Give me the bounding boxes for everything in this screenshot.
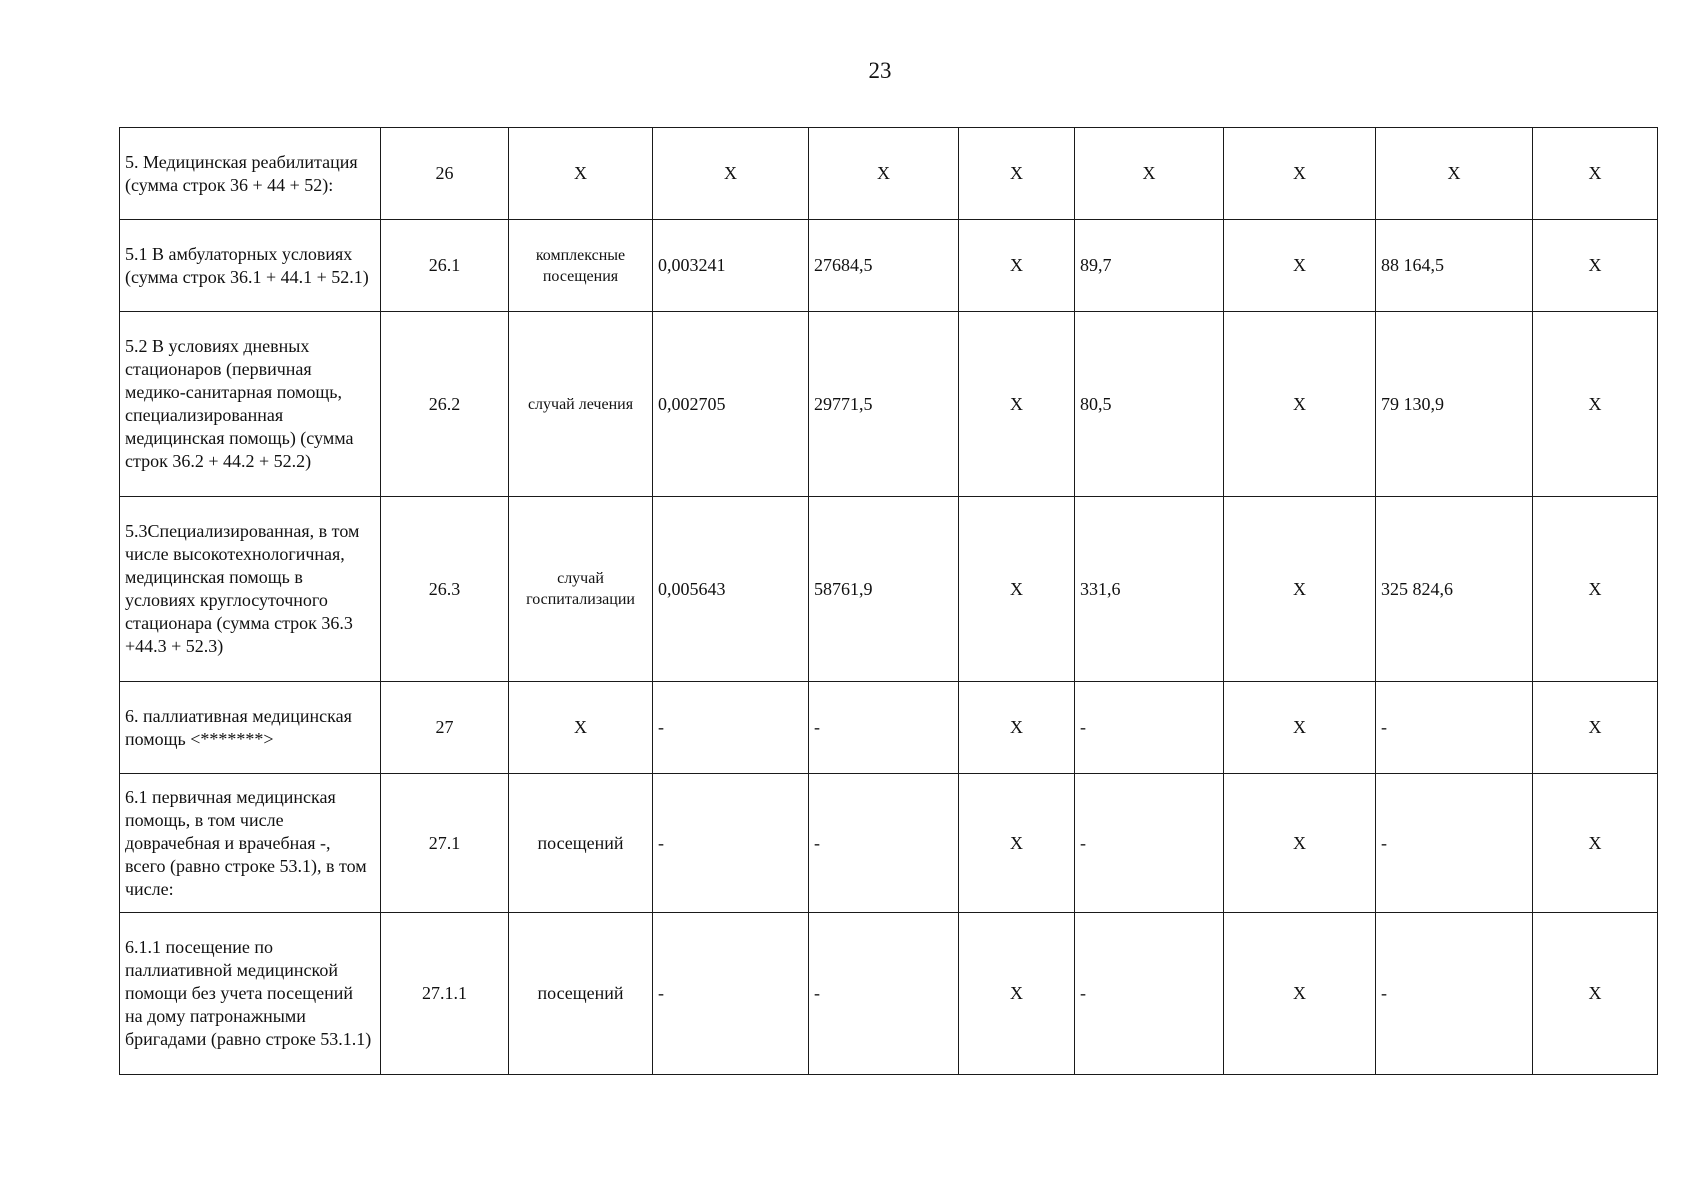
data-cell: 89,7	[1075, 220, 1224, 312]
data-cell: Х	[1533, 128, 1658, 220]
data-table	[119, 127, 1658, 1075]
unit-cell: комплексные посещения	[509, 220, 653, 312]
table-row	[120, 312, 1658, 497]
row-name-cell: 5.2 В условиях дневных стационаров (первичная медико-санитарная помощь, специализированная медицинская помощь) (сумма строк 36.2 + 44.2 + 52.2)	[120, 312, 381, 497]
data-cell: -	[1376, 774, 1533, 913]
table-row	[120, 774, 1658, 913]
row-name-cell: 5.3Специализированная, в том числе высокотехнологичная, медицинская помощь в условиях круглосуточного стационара (сумма строк 36.3 +44.3 + 52.3)	[120, 497, 381, 682]
data-cell: 29771,5	[809, 312, 959, 497]
row-code-cell: 26.2	[381, 312, 509, 497]
data-cell: 0,003241	[653, 220, 809, 312]
row-name-cell: 5. Медицинская реабилитация (сумма строк 36 + 44 + 52):	[120, 128, 381, 220]
table-row	[120, 220, 1658, 312]
unit-cell: случай госпитализации	[509, 497, 653, 682]
data-cell: 0,005643	[653, 497, 809, 682]
data-cell: -	[653, 682, 809, 774]
data-cell: Х	[1224, 774, 1376, 913]
data-cell: Х	[1224, 913, 1376, 1075]
table-row	[120, 682, 1658, 774]
data-cell: 331,6	[1075, 497, 1224, 682]
data-cell: Х	[959, 128, 1075, 220]
data-cell: Х	[653, 128, 809, 220]
row-name-cell: 6.1 первичная медицинская помощь, в том числе доврачебная и врачебная -, всего (равно строке 53.1), в том числе:	[120, 774, 381, 913]
data-cell: Х	[1376, 128, 1533, 220]
data-cell: -	[1376, 682, 1533, 774]
data-cell: -	[809, 913, 959, 1075]
page-number: 23	[868, 58, 892, 83]
data-cell: -	[1075, 682, 1224, 774]
data-cell: 325 824,6	[1376, 497, 1533, 682]
data-cell: Х	[1224, 312, 1376, 497]
data-cell: -	[1075, 774, 1224, 913]
unit-cell: случай лечения	[509, 312, 653, 497]
data-cell: -	[653, 774, 809, 913]
table-row	[120, 128, 1658, 220]
data-cell: Х	[959, 497, 1075, 682]
data-cell: -	[1075, 913, 1224, 1075]
data-cell: -	[653, 913, 809, 1075]
row-name-cell: 6.1.1 посещение по паллиативной медицинской помощи без учета посещений на дому патронажными бригадами (равно строке 53.1.1)	[120, 913, 381, 1075]
data-cell: Х	[1533, 497, 1658, 682]
data-cell: Х	[1224, 682, 1376, 774]
data-cell: Х	[1533, 774, 1658, 913]
data-cell: 79 130,9	[1376, 312, 1533, 497]
data-cell: 27684,5	[809, 220, 959, 312]
row-name-cell: 5.1 В амбулаторных условиях (сумма строк 36.1 + 44.1 + 52.1)	[120, 220, 381, 312]
data-cell: -	[1376, 913, 1533, 1075]
data-cell: 80,5	[1075, 312, 1224, 497]
row-code-cell: 26	[381, 128, 509, 220]
unit-cell: посещений	[509, 913, 653, 1075]
data-cell: Х	[1075, 128, 1224, 220]
table-row	[120, 497, 1658, 682]
data-cell: -	[809, 774, 959, 913]
row-code-cell: 26.3	[381, 497, 509, 682]
row-name-cell: 6. паллиативная медицинская помощь <*******>	[120, 682, 381, 774]
data-cell: Х	[959, 220, 1075, 312]
data-cell: Х	[1533, 682, 1658, 774]
unit-cell: Х	[509, 682, 653, 774]
data-cell: 0,002705	[653, 312, 809, 497]
data-cell: -	[809, 682, 959, 774]
data-cell: Х	[959, 312, 1075, 497]
data-cell: Х	[1224, 128, 1376, 220]
data-cell: Х	[959, 913, 1075, 1075]
data-cell: 58761,9	[809, 497, 959, 682]
unit-cell: посещений	[509, 774, 653, 913]
row-code-cell: 26.1	[381, 220, 509, 312]
unit-cell: Х	[509, 128, 653, 220]
table-row	[120, 913, 1658, 1075]
data-cell: Х	[809, 128, 959, 220]
data-cell: Х	[1224, 220, 1376, 312]
row-code-cell: 27.1.1	[381, 913, 509, 1075]
row-code-cell: 27.1	[381, 774, 509, 913]
data-cell: Х	[1224, 497, 1376, 682]
data-cell: Х	[1533, 913, 1658, 1075]
data-cell: 88 164,5	[1376, 220, 1533, 312]
data-cell: Х	[959, 774, 1075, 913]
row-code-cell: 27	[381, 682, 509, 774]
data-cell: Х	[1533, 220, 1658, 312]
data-cell: Х	[959, 682, 1075, 774]
data-cell: Х	[1533, 312, 1658, 497]
